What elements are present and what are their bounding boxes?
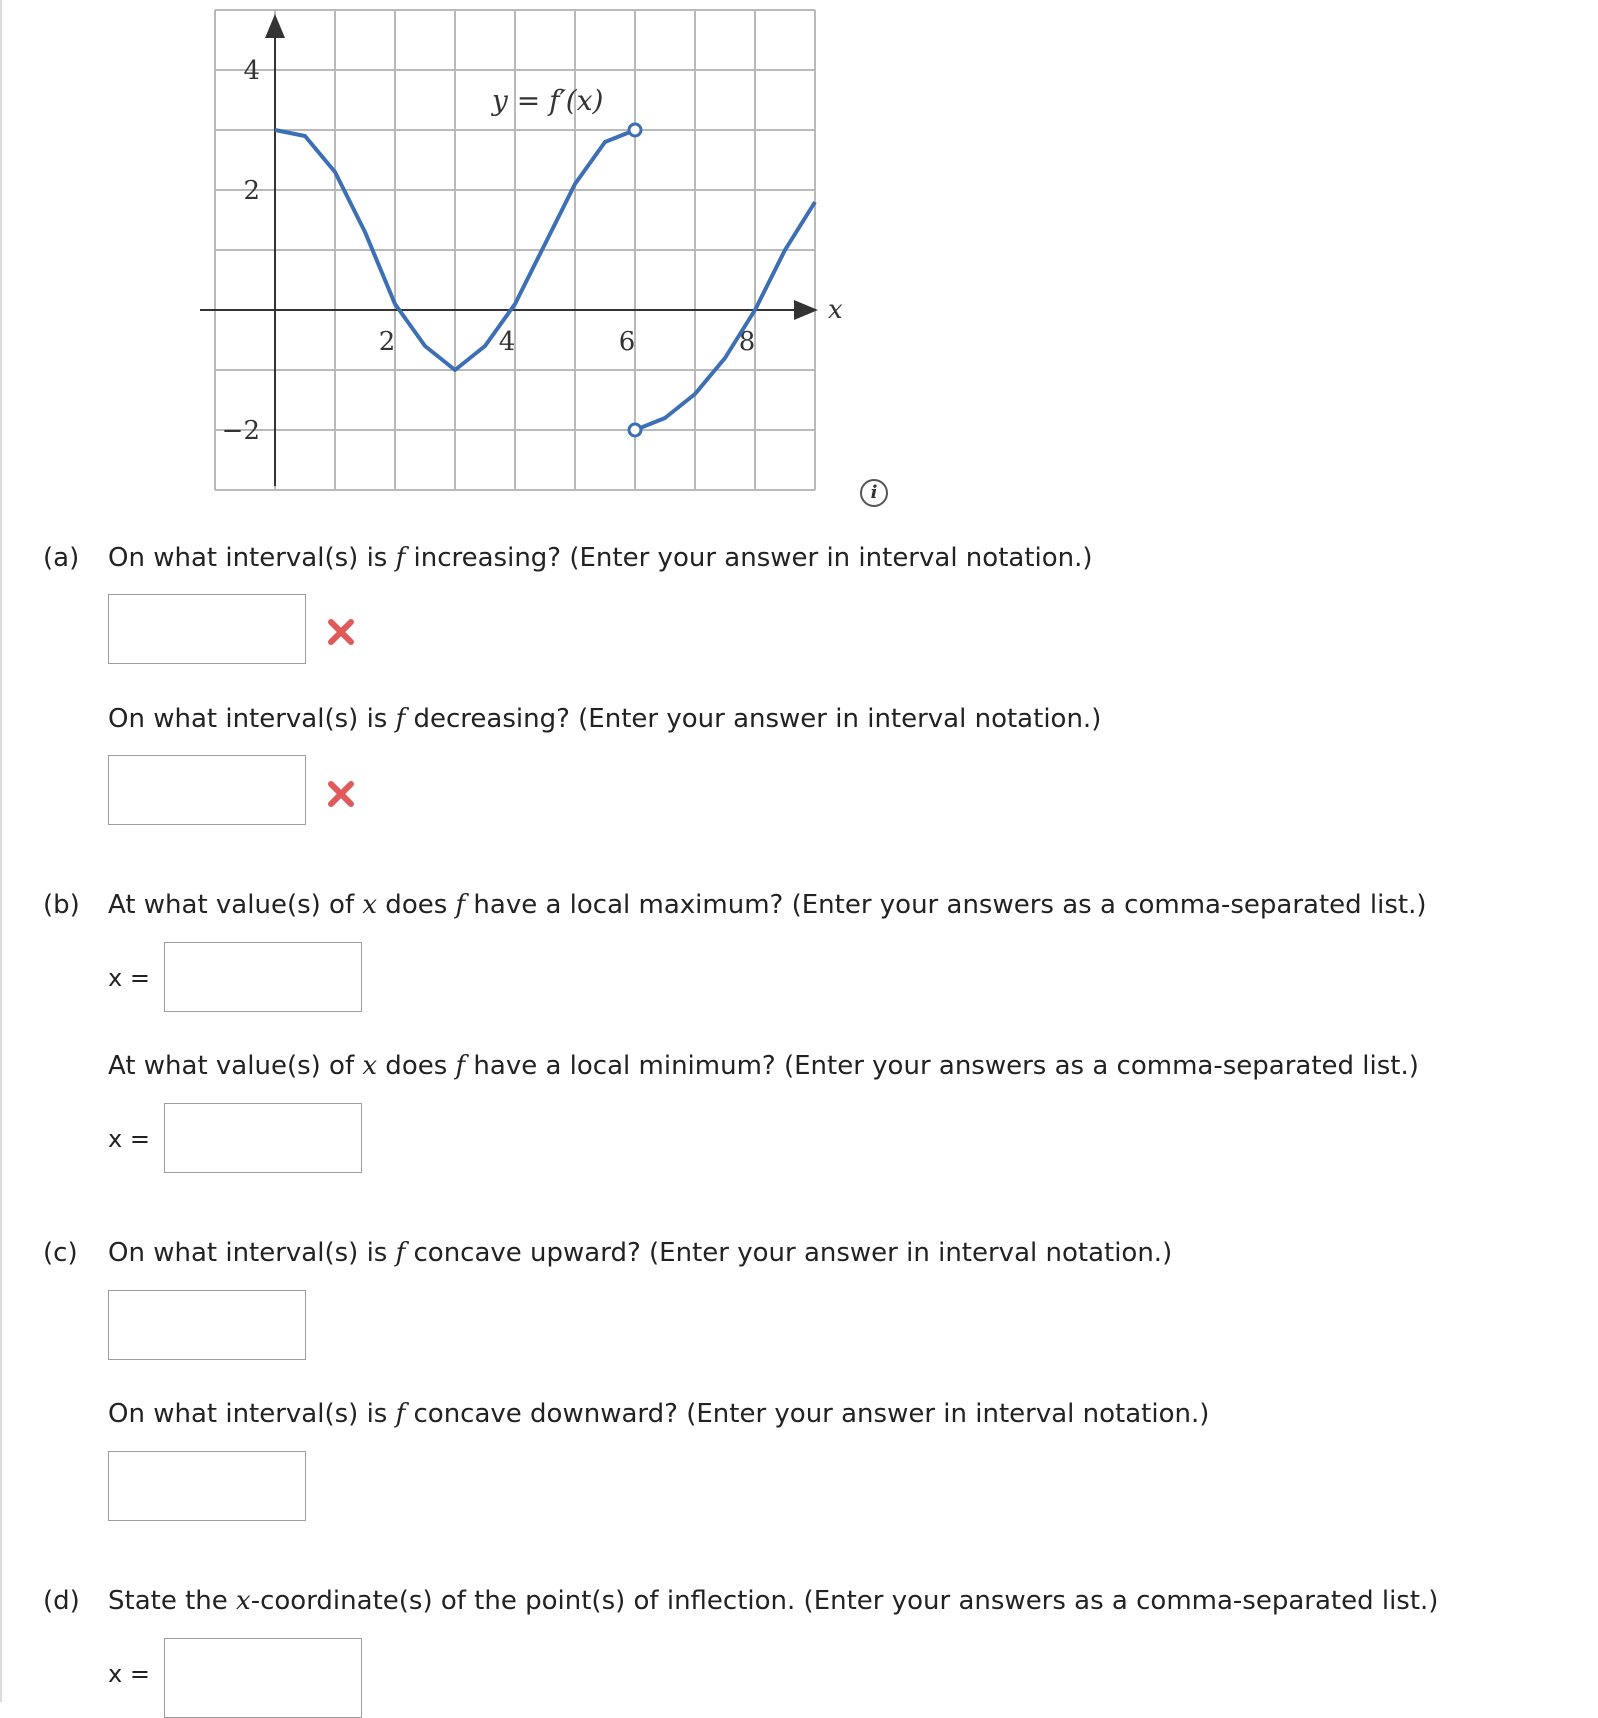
- open-endpoint: [629, 124, 641, 136]
- question-c-concave-downward: On what interval(s) is f concave downward? (Enter your answer in interval notation.): [108, 1399, 1210, 1429]
- question-a-decreasing: On what interval(s) is f decreasing? (Enter your answer in interval notation.): [108, 704, 1102, 734]
- x-tick-label: 8: [738, 327, 756, 357]
- part-c-label: (c): [43, 1238, 78, 1268]
- derivative-graph: [200, 0, 860, 500]
- part-a-label: (a): [43, 543, 80, 573]
- question-d-inflection: State the x-coordinate(s) of the point(s) of inflection. (Enter your answers as a comma-separated list.): [108, 1586, 1439, 1616]
- part-b-label: (b): [43, 890, 80, 920]
- question-b-local-minimum: At what value(s) of x does f have a local minimum? (Enter your answers as a comma-separated list.): [108, 1051, 1419, 1081]
- answer-d-inflection-input[interactable]: [164, 1638, 362, 1718]
- y-tick-label: −2: [221, 416, 260, 446]
- open-endpoint: [629, 424, 641, 436]
- answer-c-concave-downward-input[interactable]: [108, 1451, 306, 1521]
- curve-series: [635, 202, 815, 430]
- curve-group: [275, 124, 815, 436]
- info-icon[interactable]: i: [860, 479, 888, 507]
- x-tick-label: 6: [618, 327, 636, 357]
- x-equals-label: x =: [108, 1125, 150, 1153]
- x-tick-label: 2: [378, 327, 396, 357]
- answer-a-increasing-input[interactable]: [108, 594, 306, 664]
- question-a-increasing: On what interval(s) is f increasing? (Enter your answer in interval notation.): [108, 543, 1093, 573]
- part-d-label: (d): [43, 1586, 80, 1616]
- question-b-local-maximum: At what value(s) of x does f have a local maximum? (Enter your answers as a comma-separated list.): [108, 890, 1427, 920]
- incorrect-icon: [325, 616, 357, 648]
- x-equals-label: x =: [108, 964, 150, 992]
- y-tick-label: 2: [243, 176, 260, 206]
- answer-b-local-maximum-input[interactable]: [164, 942, 362, 1012]
- curve-label: y = f′(x): [492, 84, 604, 117]
- question-c-concave-upward: On what interval(s) is f concave upward? (Enter your answer in interval notation.): [108, 1238, 1173, 1268]
- incorrect-icon: [325, 778, 357, 810]
- y-tick-label: 4: [243, 56, 260, 86]
- left-border: [0, 0, 2, 1702]
- answer-a-decreasing-input[interactable]: [108, 755, 306, 825]
- graph-grid: [215, 10, 815, 490]
- x-equals-label: x =: [108, 1660, 150, 1688]
- x-tick-label: 4: [498, 327, 516, 357]
- x-axis-label: x: [828, 295, 843, 325]
- answer-b-local-minimum-input[interactable]: [164, 1103, 362, 1173]
- answer-c-concave-upward-input[interactable]: [108, 1290, 306, 1360]
